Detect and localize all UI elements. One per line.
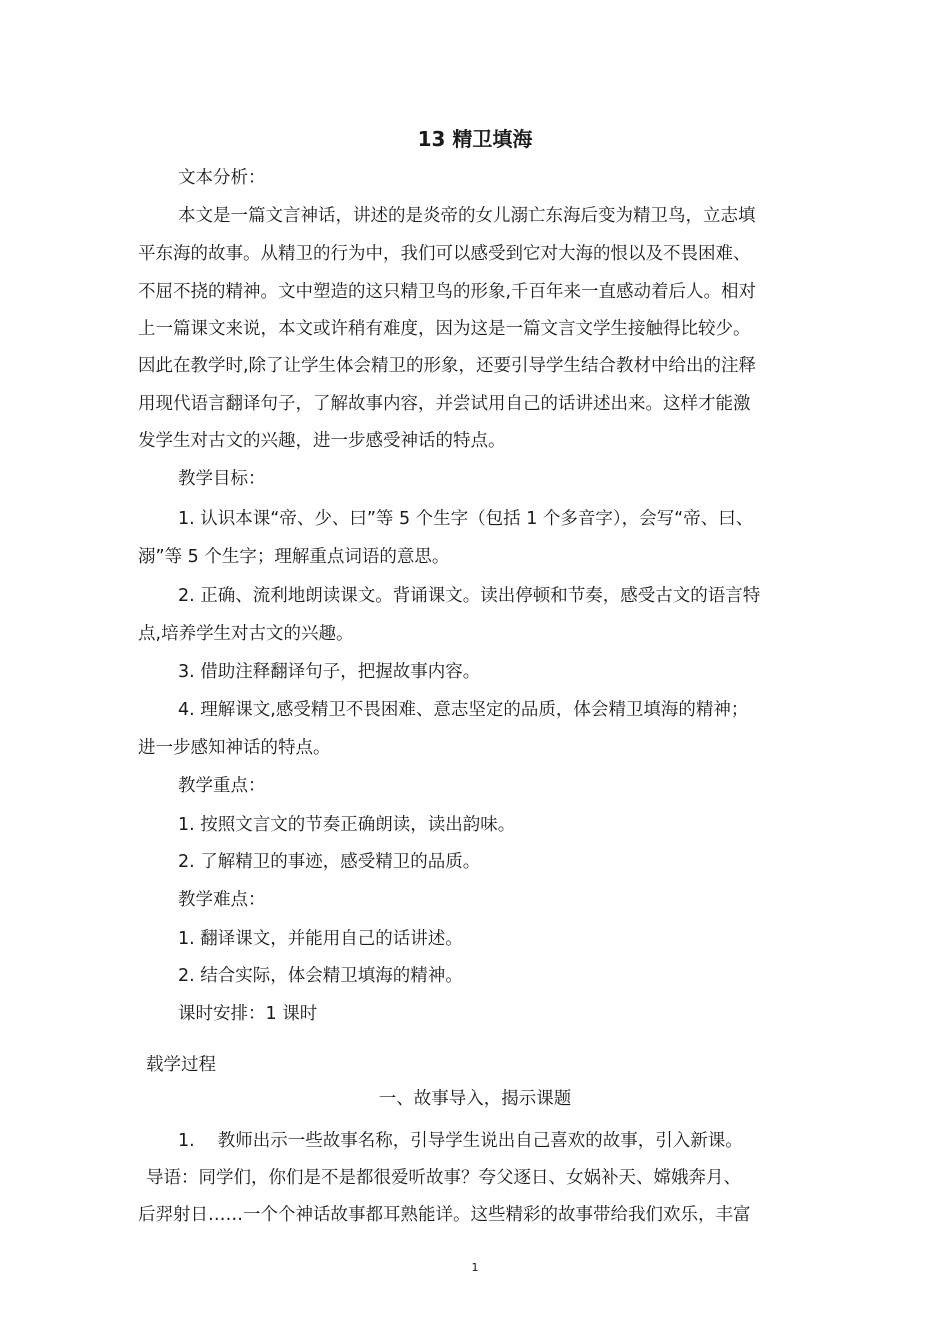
paragraph-line: 因此在教学时,除了让学生体会精卫的形象，还要引导学生结合教材中给出的注释 (138, 356, 757, 376)
section-heading-key-points: 教学重点： (178, 776, 266, 796)
paragraph-line: 导语：同学们，你们是不是都很爱听故事？夸父逐日、女娲补天、嫦娥奔月、 (146, 1168, 741, 1188)
paragraph-line: 用现代语言翻译句子，了解故事内容，并尝试用自己的话讲述出来。这样才能激 (138, 394, 751, 414)
document-title: 13 精卫填海 (417, 127, 533, 151)
paragraph-line: 发学生对古文的兴趣，进一步感受神话的特点。 (138, 431, 506, 451)
paragraph-line: 后羿射日……一个个神话故事都耳熟能详。这些精彩的故事带给我们欢乐，丰富 (138, 1205, 751, 1225)
subsection-heading: 一、故事导入，揭示课题 (378, 1089, 572, 1109)
section-heading-text-analysis: 文本分析： (178, 168, 266, 188)
list-item-line: 1. 教师出示一些故事名称，引导学生说出自己喜欢的故事，引入新课。 (178, 1131, 743, 1151)
page-number: 1 (471, 1261, 479, 1274)
list-item-line: 点,培养学生对古文的兴趣。 (138, 624, 354, 644)
list-item-line: 3. 借助注释翻译句子，把握故事内容。 (178, 662, 481, 682)
list-item-line: 2. 结合实际，体会精卫填海的精神。 (178, 966, 463, 986)
list-item-line: 2. 正确、流利地朗读课文。背诵课文。读出停顿和节奏，感受古文的语言特 (178, 586, 761, 606)
list-item-line: 进一步感知神话的特点。 (138, 738, 331, 758)
paragraph-line: 不屈不挠的精神。文中塑造的这只精卫鸟的形象,千百年来一直感动着后人。相对 (138, 282, 757, 302)
list-item-line: 1. 翻译课文，并能用自己的话讲述。 (178, 929, 463, 949)
paragraph-line: 本文是一篇文言神话，讲述的是炎帝的女儿溺亡东海后变为精卫鸟，立志填 (178, 206, 756, 226)
section-heading-process: 载学过程 (146, 1055, 216, 1075)
schedule-line: 课时安排：1 课时 (178, 1004, 318, 1024)
section-heading-goals: 教学目标： (178, 469, 266, 489)
section-heading-difficulties: 教学难点： (178, 890, 266, 910)
paragraph-line: 上一篇课文来说，本文或许稍有难度，因为这是一篇文言文学生接触得比较少。 (138, 319, 751, 339)
list-item-line: 2. 了解精卫的事迹，感受精卫的品质。 (178, 852, 481, 872)
list-item-line: 1. 认识本课“帝、少、曰”等 5 个生字（包括 1 个多音字），会写“帝、曰、 (178, 509, 754, 529)
paragraph-line: 平东海的故事。从精卫的行为中，我们可以感受到它对大海的恨以及不畏困难、 (138, 244, 751, 264)
list-item-line: 4. 理解课文,感受精卫不畏困难、意志坚定的品质，体会精卫填海的精神； (178, 700, 749, 720)
list-item-line: 溺”等 5 个生字；理解重点词语的意思。 (138, 547, 450, 567)
list-item-line: 1. 按照文言文的节奏正确朗读，读出韵味。 (178, 815, 516, 835)
